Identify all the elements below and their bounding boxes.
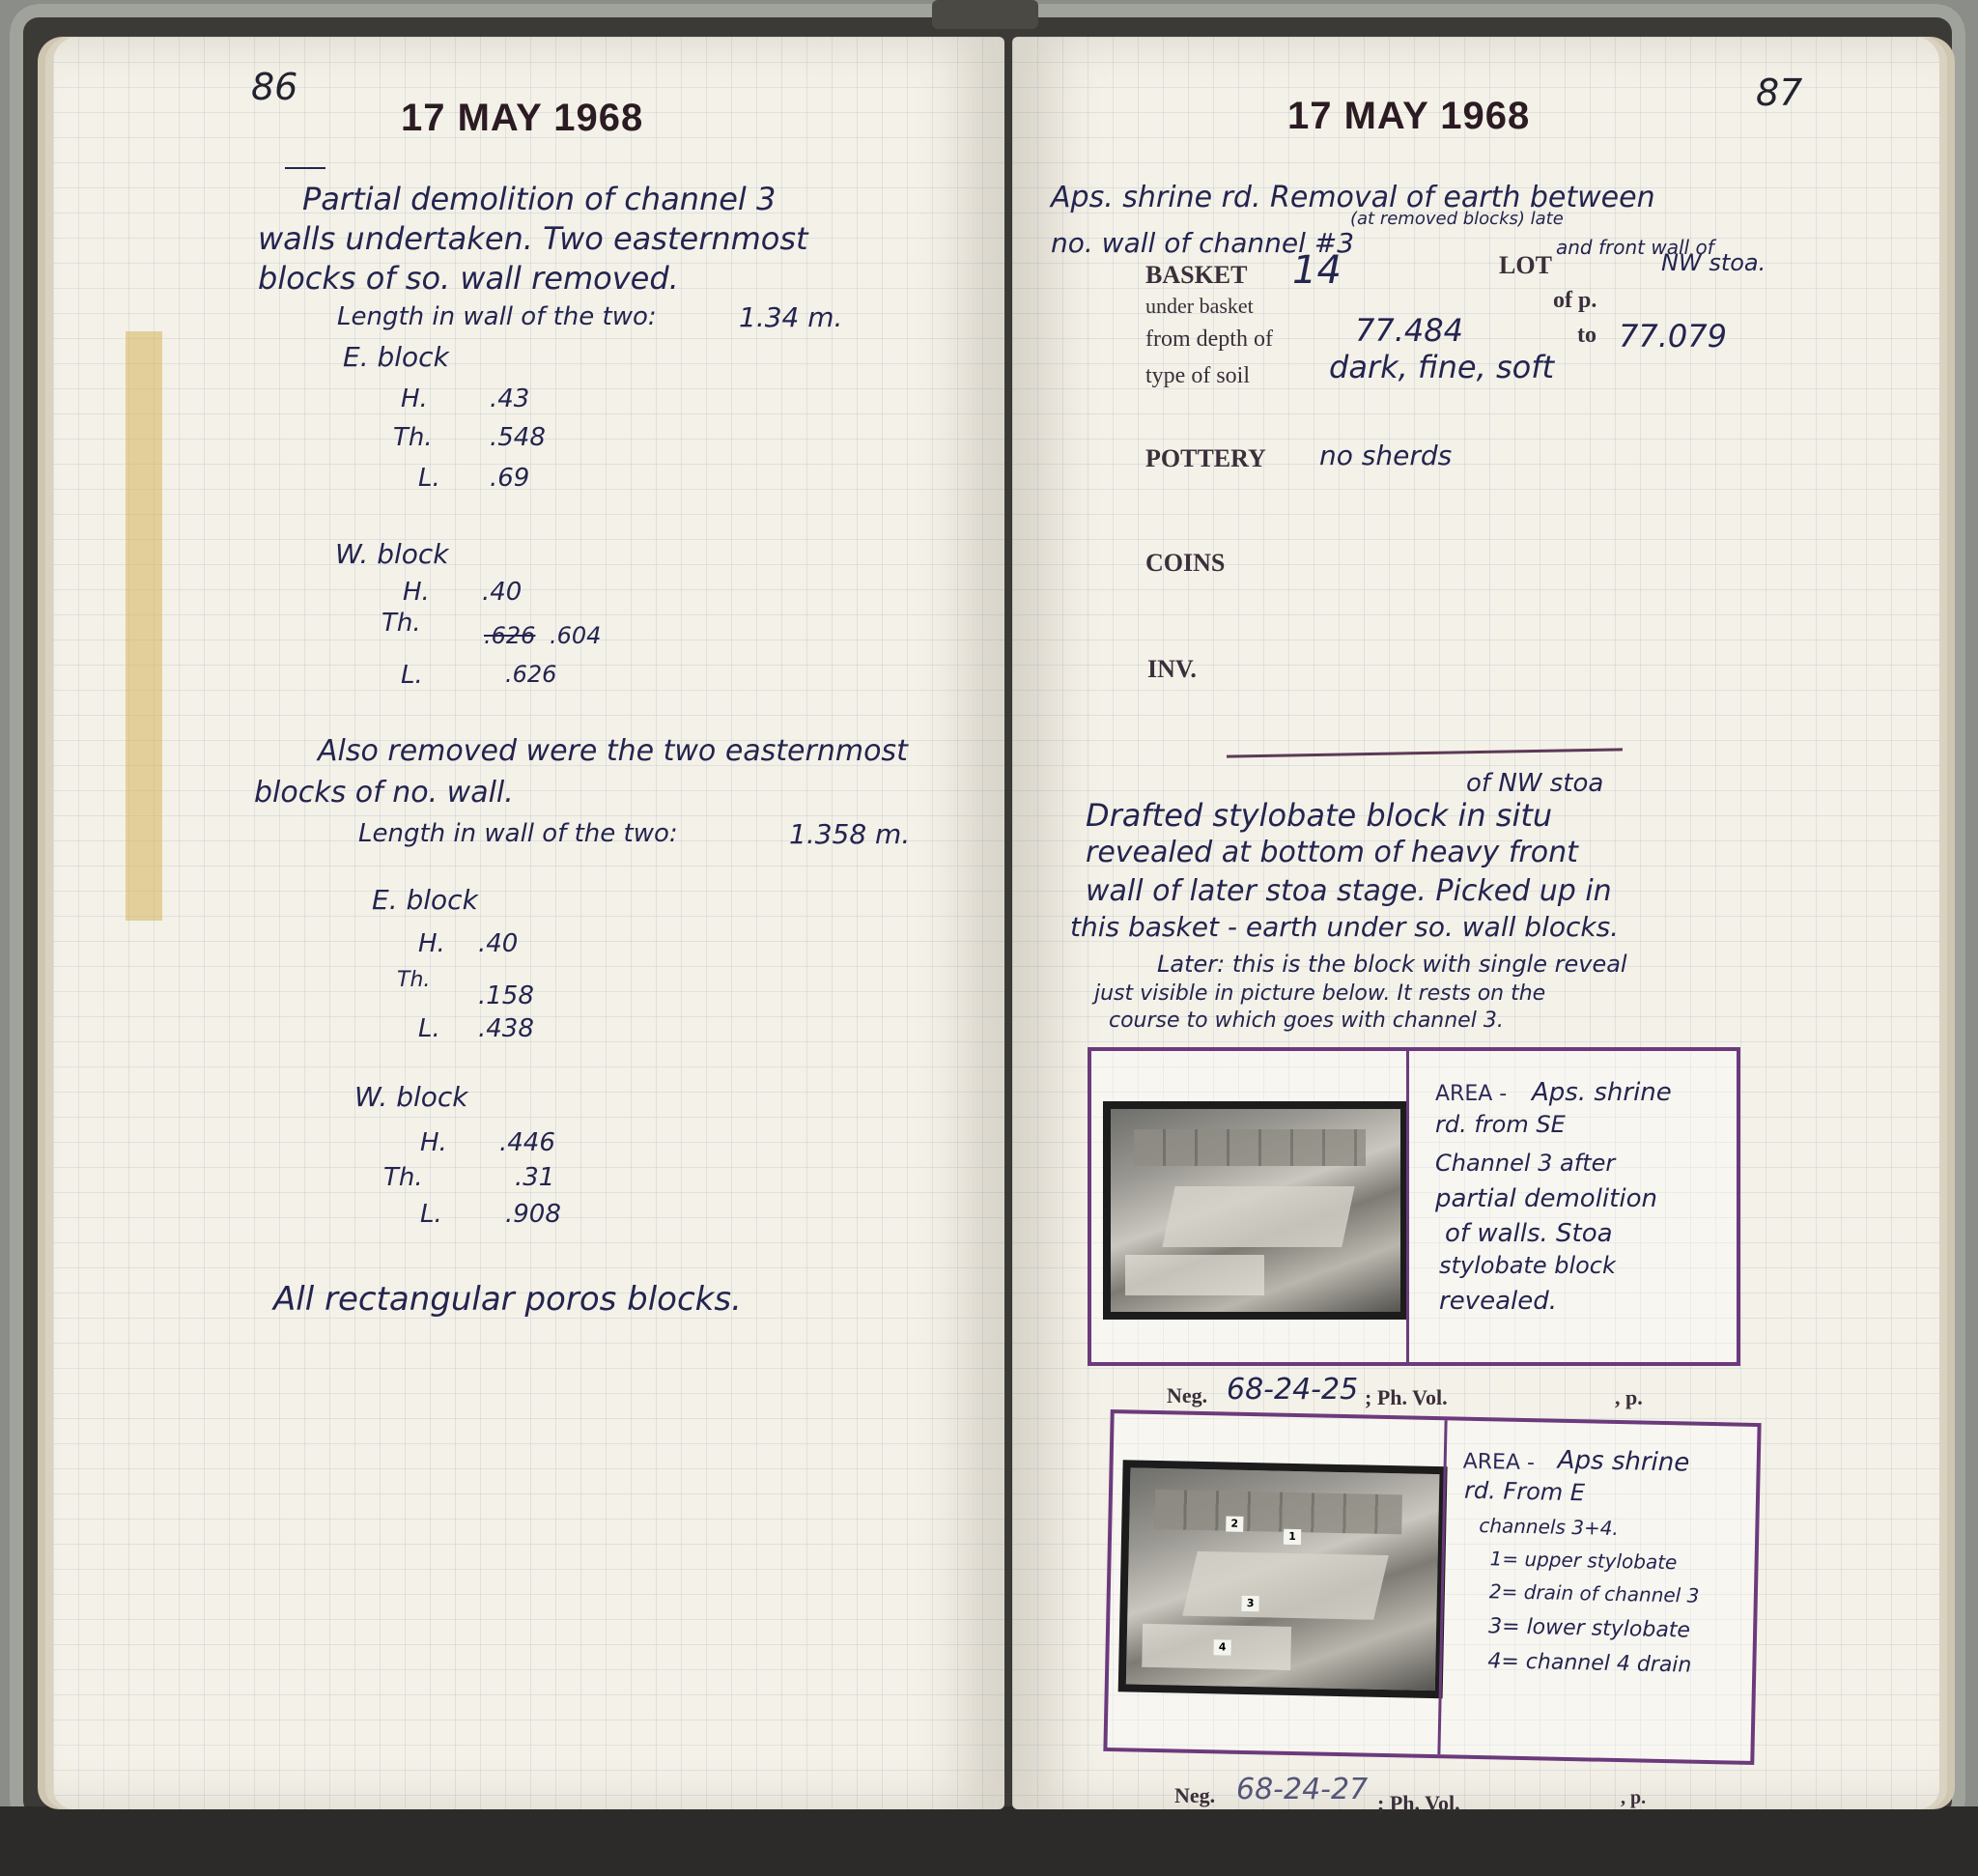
height-value: .40 [482, 578, 523, 607]
neg-value: 68-24-27 [1236, 1773, 1369, 1806]
thickness-value: .31 [515, 1163, 555, 1192]
neg-label: Neg. [1174, 1783, 1216, 1807]
caption-line: Aps. shrine [1532, 1078, 1672, 1107]
caption-line: rd. From E [1463, 1476, 1586, 1507]
neg-label: Neg. [1167, 1383, 1208, 1407]
photo-card [1088, 1047, 1740, 1366]
block-title: E. block [343, 341, 449, 373]
area-label: AREA - [1462, 1449, 1536, 1476]
page-number: 86 [251, 66, 298, 108]
divider-line [1227, 748, 1623, 757]
heading-line: NW stoa. [1661, 249, 1766, 276]
dash-mark [285, 167, 325, 169]
photo-volume-label: ; Ph. Vol. [1377, 1791, 1460, 1815]
struck-value: .626 [484, 622, 536, 649]
thickness-label: Th. [383, 1163, 423, 1192]
to-value: 77.079 [1619, 318, 1727, 355]
thickness-label: Th. [393, 423, 433, 452]
caption-line: rd. from SE [1435, 1111, 1566, 1138]
caption-line: revealed. [1439, 1287, 1557, 1316]
block-title: W. block [354, 1081, 468, 1113]
page-number: 87 [1756, 71, 1803, 114]
photo-marker: 4 [1213, 1639, 1230, 1655]
caption-line: Channel 3 after [1435, 1150, 1616, 1177]
thickness-value: .548 [490, 423, 546, 452]
photo-card [1103, 1409, 1761, 1765]
thickness-value: .158 [478, 981, 534, 1010]
length-label: Length in wall of the two: [337, 302, 657, 331]
caption-line: stylobate block [1439, 1252, 1616, 1279]
length-value: 1.358 m. [789, 818, 911, 850]
caption-line: Aps shrine [1557, 1445, 1690, 1478]
caption-line: 2= drain of channel 3 [1488, 1579, 1700, 1607]
tape-strip [126, 331, 162, 921]
entry-line: walls undertaken. Two easternmost [258, 220, 808, 257]
height-label: H. [418, 929, 445, 958]
basket-value: 14 [1292, 248, 1342, 293]
photo-marker: 1 [1284, 1529, 1301, 1545]
length-measure: .626 [505, 661, 557, 688]
closing-note: All rectangular poros blocks. [273, 1280, 742, 1319]
heading-insert: and front wall of [1556, 236, 1714, 259]
height-label: H. [401, 384, 428, 413]
background-surface [0, 1806, 1978, 1876]
height-value: .40 [478, 929, 519, 958]
lot-label: LOT [1499, 251, 1552, 279]
length-abbr: L. [420, 1200, 442, 1229]
to-label: to [1577, 323, 1597, 348]
heading-insert: (at removed blocks) late [1350, 209, 1564, 229]
pottery-value: no sherds [1319, 440, 1453, 471]
note-line: this basket - earth under so. wall blocks. [1070, 911, 1620, 943]
date-stamp: 17 MAY 1968 [401, 97, 644, 139]
excavation-photo [1103, 1101, 1408, 1320]
thickness-label: Th. [397, 968, 431, 992]
later-line: course to which goes with channel 3. [1109, 1009, 1504, 1033]
right-page [1012, 37, 1939, 1815]
length-measure: .69 [490, 464, 530, 493]
note-insert: of NW stoa [1466, 769, 1604, 798]
later-line: Later: this is the block with single reveal [1157, 951, 1627, 978]
coins-label: COINS [1145, 549, 1226, 577]
inv-label: INV. [1147, 655, 1197, 683]
heading-line: no. wall of channel #3 [1051, 227, 1355, 259]
caption-line: partial demolition [1435, 1184, 1657, 1213]
length-value: 1.34 m. [739, 301, 843, 333]
length-measure: .908 [505, 1200, 561, 1229]
pottery-label: POTTERY [1145, 444, 1266, 472]
date-stamp: 17 MAY 1968 [1287, 95, 1531, 137]
height-value: .43 [490, 384, 530, 413]
page-ref-label: , p. [1621, 1787, 1647, 1808]
under-basket-label: under basket [1145, 294, 1254, 318]
entry-line: Also removed were the two easternmost [318, 734, 908, 768]
soil-value: dark, fine, soft [1329, 349, 1554, 385]
later-line: just visible in picture below. It rests on the [1094, 981, 1546, 1006]
height-label: H. [403, 578, 430, 607]
photo-volume-label: ; Ph. Vol. [1365, 1385, 1448, 1409]
spine-binding [932, 0, 1038, 29]
caption-line: 1= upper stylobate [1489, 1547, 1678, 1575]
entry-line: blocks of so. wall removed. [258, 260, 679, 297]
soil-label: type of soil [1145, 363, 1250, 388]
page-ref-label: , p. [1615, 1385, 1643, 1409]
basket-label: BASKET [1145, 261, 1248, 289]
from-depth-label: from depth of [1145, 327, 1273, 352]
caption-line: 4= channel 4 drain [1487, 1649, 1692, 1678]
note-line: Drafted stylobate block in situ [1086, 797, 1553, 834]
photo-marker: 2 [1226, 1517, 1243, 1532]
block-title: E. block [372, 884, 478, 916]
thickness-value: .604 [550, 622, 602, 649]
entry-line: blocks of no. wall. [254, 776, 514, 810]
height-value: .446 [499, 1128, 555, 1157]
from-depth-value: 77.484 [1355, 312, 1463, 349]
caption-line: channels 3+4. [1479, 1514, 1620, 1541]
length-abbr: L. [418, 1014, 440, 1043]
height-label: H. [420, 1128, 447, 1157]
caption-line: of walls. Stoa [1445, 1219, 1613, 1248]
length-abbr: L. [401, 661, 423, 690]
block-title: W. block [335, 538, 449, 570]
area-label: AREA - [1435, 1082, 1508, 1106]
length-abbr: L. [418, 464, 440, 493]
card-divider [1406, 1051, 1409, 1362]
length-measure: .438 [478, 1014, 534, 1043]
excavation-photo [1118, 1460, 1448, 1698]
length-label: Length in wall of the two: [358, 819, 678, 848]
note-line: wall of later stoa stage. Picked up in [1086, 874, 1612, 908]
note-line: revealed at bottom of heavy front [1086, 836, 1578, 869]
of-p-label: of p. [1553, 288, 1597, 313]
heading-line: Aps. shrine rd. Removal of earth between [1051, 181, 1655, 214]
neg-value: 68-24-25 [1227, 1373, 1359, 1407]
left-page [53, 37, 1004, 1809]
caption-line: 3= lower stylobate [1487, 1614, 1691, 1643]
entry-line: Partial demolition of channel 3 [302, 181, 777, 217]
photo-marker: 3 [1241, 1596, 1258, 1611]
thickness-label: Th. [381, 609, 421, 638]
